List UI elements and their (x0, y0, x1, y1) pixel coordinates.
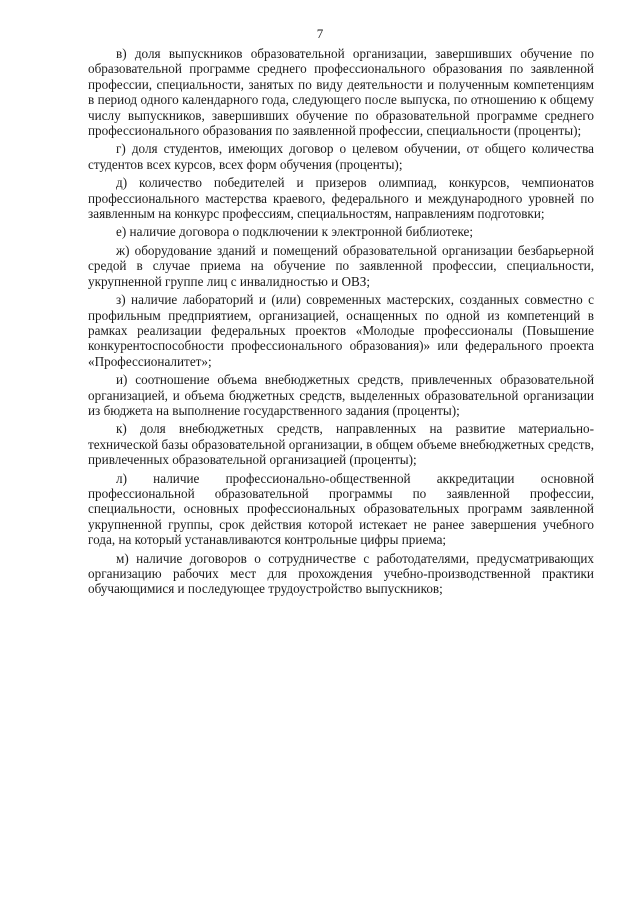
paragraph-m: м) наличие договоров о сотрудничестве с работодателями, предусматривающих организацию рабочих мест для прохождения учебно-производственной практики обучающимися и последующее трудоустройство выпускников; (88, 550, 594, 597)
document-body (88, 46, 594, 600)
paragraph-k: к) доля внебюджетных средств, направленных на развитие материально-технической базы образовательной организации, в общем объеме внебюджетных средств, привлеченных образовательной организацией (проценты); (88, 421, 594, 468)
paragraph-g: г) доля студентов, имеющих договор о целевом обучении, от общего количества студентов всех курсов, всех форм обучения (проценты); (88, 141, 594, 172)
paragraph-v: в) доля выпускников образовательной организации, завершивших обучение по образовательной программе среднего профессионального образования по заявленной профессии, специальности, занятых по виду деятельности и полученным компетенциям в период одного календарного года, следующего после выпуска, по отношению к общему числу выпускников, завершивших обучение по образовательной программе среднего профессионального образования по заявленной профессии, специальности (проценты); (88, 46, 594, 139)
paragraph-i: и) соотношение объема внебюджетных средств, привлеченных образовательной организацией, и объема бюджетных средств, выделенных образовательной организации из бюджета на выполнение государственного задания (проценты); (88, 372, 594, 418)
page-number: 7 (316, 26, 324, 41)
paragraph-e: е) наличие договора о подключении к электронной библиотеке; (116, 224, 474, 240)
paragraph-l: л) наличие профессионально-общественной аккредитации основной профессиональной образовательной программы по заявленной профессии, специальности, основных профессиональных образовательных программ заявленной укрупненной группы, срок действия которой истекает не ранее завершения учебного года, на который устанавливаются контрольные цифры приема; (88, 470, 594, 548)
paragraph-d: д) количество победителей и призеров олимпиад, конкурсов, чемпионатов профессионального мастерства краевого, федерального и международного уровней по заявленным на конкурс профессиям, специальностям, направлениям подготовки; (88, 175, 594, 222)
paragraph-z: з) наличие лабораторий и (или) современных мастерских, созданных совместно с профильным предприятием, организацией, оснащенных по одной из компетенций в рамках реализации федеральных проектов «Молодые профессионалы (Повышение конкурентоспособности профессионального образования)» или федерального проекта «Профессионалитет»; (88, 292, 594, 369)
paragraph-zh: ж) оборудование зданий и помещений образовательной организации безбарьерной средой в случае приема на обучение по заявленной профессии, специальности, укрупненной группе лиц с инвалидностью и ОВЗ; (88, 242, 594, 289)
